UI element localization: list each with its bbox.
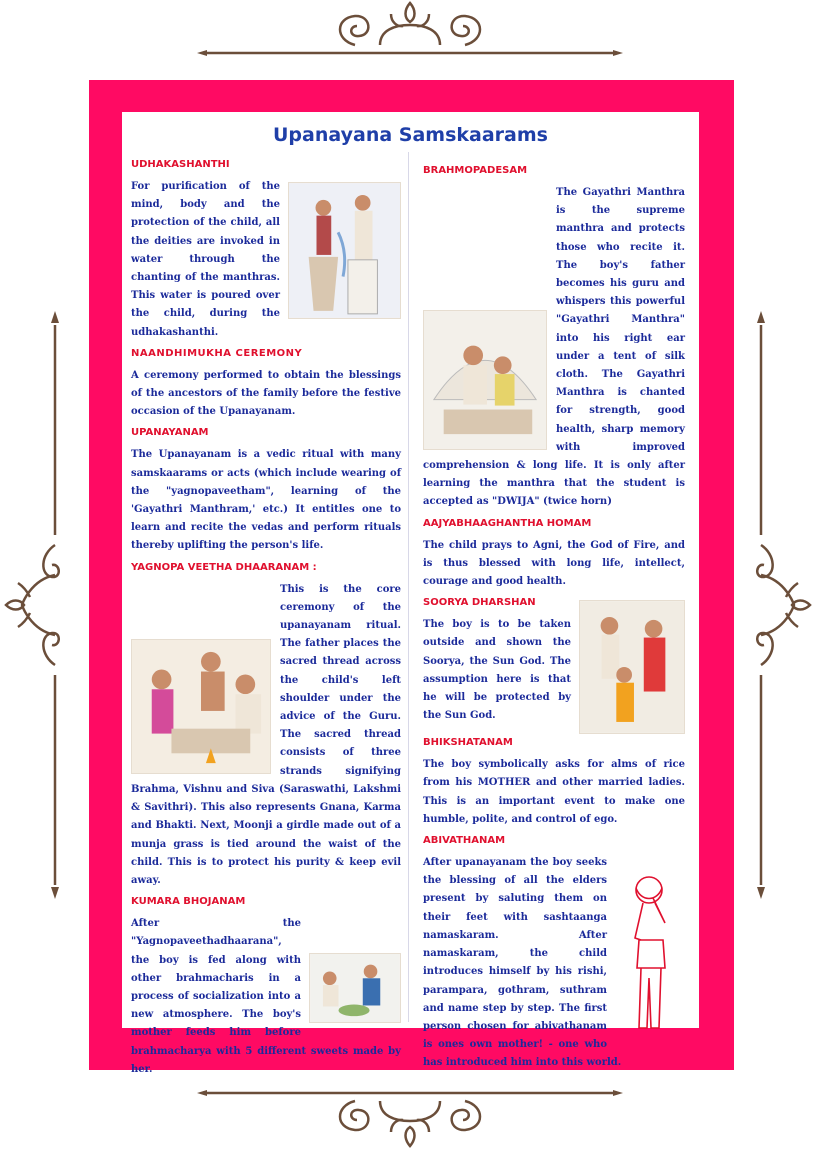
- left-side-ornament: [0, 305, 75, 905]
- abivathanam-illustration: [613, 868, 685, 1038]
- section-heading: NAANDHIMUKHA CEREMONY: [131, 347, 303, 359]
- udhakashanthi-illustration: [288, 182, 401, 319]
- right-side-ornament: [741, 305, 816, 905]
- section-naandhimukha: [131, 347, 401, 422]
- section-heading: UDHAKASHANTHI: [131, 159, 230, 170]
- section-udhakashanthi: [131, 158, 401, 342]
- section-bhikshatanam: [423, 736, 685, 829]
- section-aajyabhaaghantha: [423, 517, 685, 592]
- section-heading: KUMARA BHOJANAM: [131, 896, 246, 908]
- section-upanayanam: [131, 426, 401, 555]
- section-text: The Upanayanam is a vedic ritual with many samskaarams or acts (which include wearing of the "yagnopaveetham", learning of the 'Gayathri Manthram,' etc.) It entitles one to learn and recite the vedas and perform rituals thereby uplifting the person's life.: [131, 449, 401, 552]
- bottom-ornament: [195, 1084, 625, 1151]
- section-kumara-bhojanam: [131, 895, 401, 1084]
- section-text: After upanayanam the boy seeks the blessing of all the elders present by saluting them on their feet with sashtaanga namaskaram. After namaskaram, the child introduces himself by his rishi, parampara, gothram, suthram and name step by step. The first person chosen for abivathanam is ones own mother! - one who has introduced him into this world.: [423, 857, 622, 1069]
- section-soorya-dharshan: [423, 596, 685, 736]
- section-heading: BHIKSHATANAM: [423, 737, 513, 749]
- top-ornament: [195, 0, 625, 62]
- section-text: The boy is to be taken outside and shown the Soorya, the Sun God. The assumption here is that he will be protected by the Sun God.: [423, 619, 571, 722]
- section-heading: UPANAYANAM: [131, 427, 209, 439]
- section-text: For purification of the mind, body and the protection of the child, all the deities are invoked in water through the chanting of the manthras. This water is poured over the child, during the udhakashanthi.: [131, 181, 280, 338]
- section-heading: AAJYABHAAGHANTHA HOMAM: [423, 517, 592, 529]
- section-text: The child prays to Agni, the God of Fire, and is thus blessed with long life, intellect, courage and good health.: [423, 539, 685, 588]
- brahmopadesam-illustration: [423, 310, 547, 450]
- section-heading: BRAHMOPADESAM: [423, 165, 528, 176]
- section-text: A ceremony performed to obtain the blessings of the ancestors of the family before the festive occasion of the Upanayanam.: [131, 369, 401, 418]
- soorya-dharshan-illustration: [579, 600, 685, 734]
- kumara-bhojanam-illustration: [309, 953, 401, 1023]
- section-yagnopaveetha: [131, 561, 401, 895]
- column-divider: [408, 152, 409, 1022]
- section-abivathanam: [423, 834, 685, 1072]
- section-heading: YAGNOPA VEETHA DHAARANAM :: [131, 561, 317, 573]
- section-brahmopadesam: [423, 164, 685, 512]
- left-column: [131, 158, 401, 1084]
- section-text: After the "Yagnopaveethadhaarana", the boy is fed along with other brahmacharis in a process of socialization into a new atmosphere. The boy's mother feeds him before brahmacharya with 5 different sweets made by her.: [131, 918, 401, 1075]
- section-text: The Gayathri Manthra is the supreme manthra and protects those who recite it. The boy's father becomes his guru and whispers this powerful "Gayathri Manthra" into his right ear under a tent of silk cloth. The Gayathri Manthra is chanted for strength, good health, sharp memory with improved comprehension & long life. It is only after learning the manthra that the student is accepted as "DWIJA" (twice horn): [423, 187, 685, 508]
- section-text: The boy symbolically asks for alms of rice from his MOTHER and other married ladies. This is an important event to make one humble, polite, and control of ego.: [423, 759, 685, 825]
- right-column: [423, 164, 685, 1078]
- section-heading: ABIVATHANAM: [423, 835, 506, 847]
- section-text: This is the core ceremony of the upanayanam ritual. The father places the sacred thread across the child's left shoulder under the advice of the Guru. The sacred thread consists of three strands signifying Brahma, Vishnu and Siva (Saraswathi, Lakshmi & Savithri). This also represents Gnana, Karma and Bhakti. Next, Moonji a girdle made out of a munja grass is tied around the waist of the child. This is to protect his purity & keep evil away.: [131, 583, 401, 886]
- yagnopaveetha-illustration: [131, 639, 271, 774]
- section-heading: SOORYA DHARSHAN: [423, 597, 536, 609]
- page-title: Upanayana Samskaarams: [273, 124, 548, 146]
- content-panel: [122, 112, 699, 1075]
